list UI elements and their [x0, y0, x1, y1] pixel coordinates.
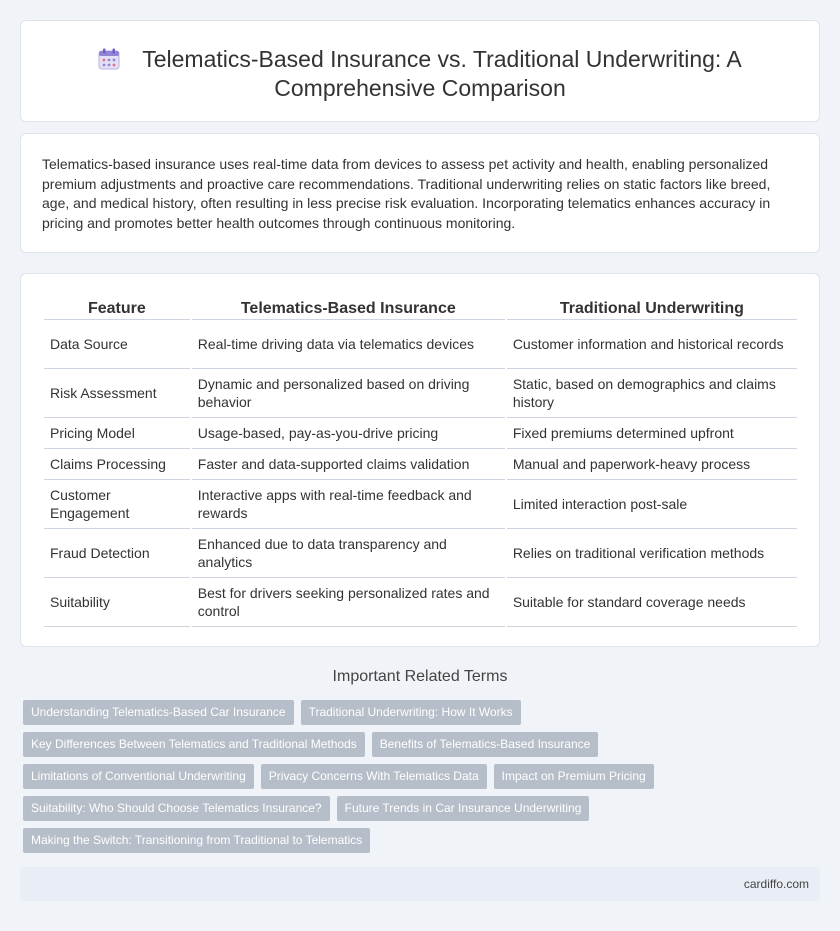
table-row [44, 369, 797, 418]
telematics-cell: Usage-based, pay-as-you-drive pricing [192, 418, 505, 449]
traditional-cell: Fixed premiums determined upfront [507, 418, 797, 449]
footer-site-link[interactable]: cardiffo.com [743, 877, 809, 891]
header-traditional: Traditional Underwriting [507, 294, 797, 320]
telematics-cell: Enhanced due to data transparency and analytics [192, 529, 505, 578]
traditional-cell: Limited interaction post-sale [507, 480, 797, 529]
calendar-icon [98, 48, 120, 70]
related-term-tag[interactable]: Limitations of Conventional Underwriting [23, 764, 254, 789]
feature-cell: Suitability [44, 578, 190, 627]
related-term-tag[interactable]: Understanding Telematics-Based Car Insurance [23, 700, 294, 725]
related-terms-title: Important Related Terms [332, 668, 508, 685]
related-term-tag[interactable]: Suitability: Who Should Choose Telematics Insurance? [23, 796, 330, 821]
related-terms-list [23, 700, 823, 860]
traditional-cell: Relies on traditional verification methods [507, 529, 797, 578]
footer [20, 867, 820, 901]
header-feature: Feature [44, 294, 190, 320]
telematics-cell: Real-time driving data via telematics devices [192, 320, 505, 369]
title-card [20, 20, 820, 122]
header-telematics: Telematics-Based Insurance [192, 294, 505, 320]
traditional-cell: Customer information and historical records [507, 320, 797, 369]
comparison-card [20, 273, 820, 647]
feature-cell: Customer Engagement [44, 480, 190, 529]
table-header-row [44, 294, 797, 320]
related-term-tag[interactable]: Key Differences Between Telematics and Traditional Methods [23, 732, 365, 757]
table-row [44, 418, 797, 449]
related-term-tag[interactable]: Making the Switch: Transitioning from Traditional to Telematics [23, 828, 370, 853]
traditional-cell: Static, based on demographics and claims history [507, 369, 797, 418]
feature-cell: Fraud Detection [44, 529, 190, 578]
feature-cell: Risk Assessment [44, 369, 190, 418]
traditional-cell: Manual and paperwork-heavy process [507, 449, 797, 480]
intro-paragraph: Telematics-based insurance uses real-time data from devices to assess pet activity and health, enabling personalized premium adjustments and proactive care recommendations. Traditional underwriting relies on static factors like breed, age, and medical history, often resulting in less precise risk evaluation. Incorporating telematics enhances accuracy in pricing and promotes better health outcomes through continuous monitoring. [42, 156, 771, 231]
telematics-cell: Best for drivers seeking personalized rates and control [192, 578, 505, 627]
table-row [44, 578, 797, 627]
table-row [44, 480, 797, 529]
intro-card [20, 133, 820, 253]
traditional-cell: Suitable for standard coverage needs [507, 578, 797, 627]
table-row [44, 529, 797, 578]
telematics-cell: Faster and data-supported claims validation [192, 449, 505, 480]
related-term-tag[interactable]: Future Trends in Car Insurance Underwriting [337, 796, 590, 821]
related-term-tag[interactable]: Impact on Premium Pricing [494, 764, 654, 789]
related-term-tag[interactable]: Traditional Underwriting: How It Works [301, 700, 521, 725]
telematics-cell: Interactive apps with real-time feedback and rewards [192, 480, 505, 529]
related-term-tag[interactable]: Benefits of Telematics-Based Insurance [372, 732, 599, 757]
feature-cell: Pricing Model [44, 418, 190, 449]
feature-cell: Data Source [44, 320, 190, 369]
page-title: Telematics-Based Insurance vs. Traditional Underwriting: A Comprehensive Comparison [21, 45, 819, 103]
feature-cell: Claims Processing [44, 449, 190, 480]
related-term-tag[interactable]: Privacy Concerns With Telematics Data [261, 764, 487, 789]
comparison-table [42, 294, 799, 627]
telematics-cell: Dynamic and personalized based on driving behavior [192, 369, 505, 418]
table-row [44, 320, 797, 369]
table-row [44, 449, 797, 480]
